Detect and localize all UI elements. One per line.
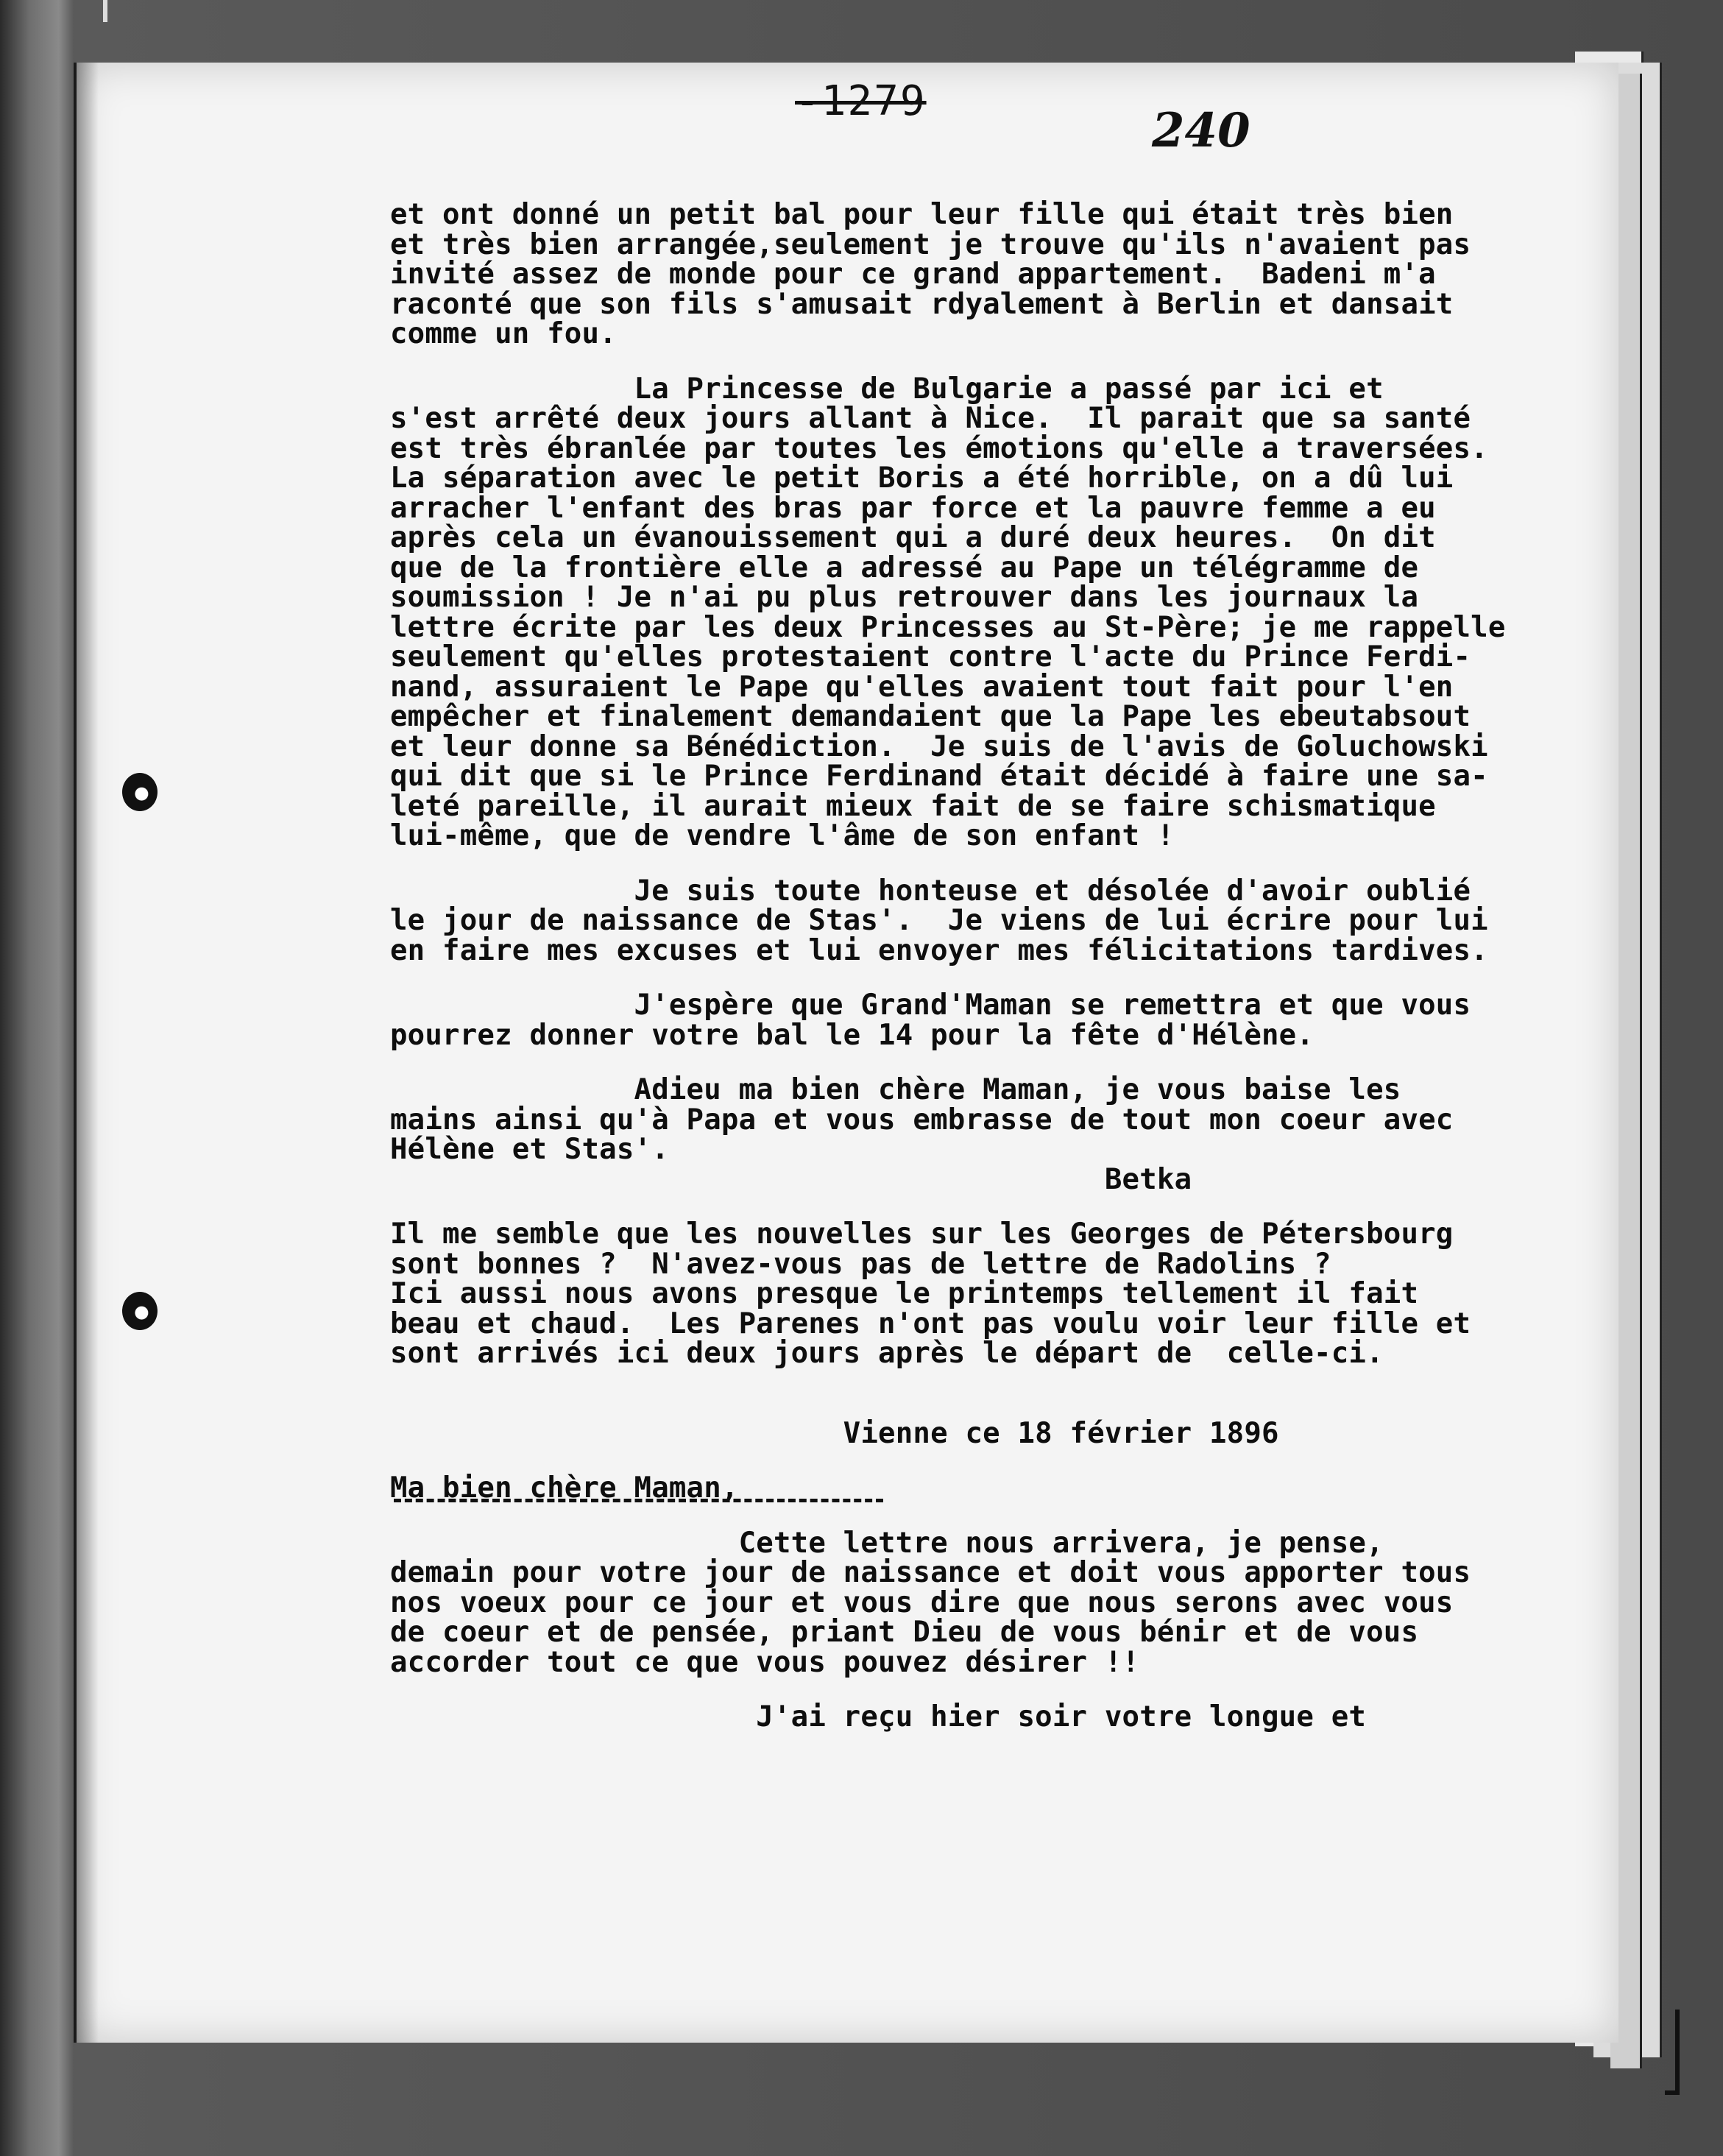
text-line: est très ébranlée par toutes les émotions qu'elle a traversées. bbox=[390, 431, 1488, 465]
text-line: raconté que son fils s'amusait rdyalement à Berlin et dansait bbox=[390, 287, 1454, 321]
text-line: empêcher et finalement demandaient que la Pape les ebeutabsout bbox=[390, 700, 1471, 733]
text-line: et ont donné un petit bal pour leur fille qui était très bien bbox=[390, 198, 1454, 231]
punch-hole-icon bbox=[122, 773, 158, 811]
text-line: mains ainsi qu'à Papa et vous embrasse de tout mon coeur avec bbox=[390, 1103, 1454, 1137]
text-line: leté pareille, il aurait mieux fait de se faire schismatique bbox=[390, 789, 1436, 823]
struck-folio-number: -1279 bbox=[795, 77, 927, 125]
paragraph-gap bbox=[390, 1195, 1590, 1220]
letter-part-2 bbox=[390, 1416, 1590, 1733]
letter-body bbox=[390, 200, 1590, 1733]
text-line: lettre écrite par les deux Princesses au St-Père; je me rappelle bbox=[390, 610, 1506, 644]
binder-edge-mark bbox=[103, 0, 107, 22]
separator-rule bbox=[394, 1499, 883, 1502]
text-line: en faire mes excuses et lui envoyer mes félicitations tardives. bbox=[390, 933, 1488, 967]
text-line: demain pour votre jour de naissance et doit vous apporter tous bbox=[390, 1556, 1471, 1589]
text-line: beau et chaud. Les Parenes n'ont pas voulu voir leur fille et bbox=[390, 1307, 1471, 1340]
signature-line: Betka bbox=[390, 1162, 1192, 1196]
text-line: Je suis toute honteuse et désolée d'avoir oublié bbox=[390, 874, 1471, 908]
punch-hole-icon bbox=[122, 1292, 158, 1330]
text-line: le jour de naissance de Stas'. Je viens de lui écrire pour lui bbox=[390, 904, 1488, 937]
text-line: comme un fou. bbox=[390, 317, 617, 350]
text-line: Il me semble que les nouvelles sur les Georges de Pétersbourg bbox=[390, 1217, 1454, 1251]
text-line: Ici aussi nous avons presque le printemps tellement il fait bbox=[390, 1277, 1419, 1310]
folio-number: 240 bbox=[1152, 103, 1250, 158]
text-line: soumission ! Je n'ai pu plus retrouver dans les journaux la bbox=[390, 581, 1419, 614]
text-line: invité assez de monde pour ce grand appartement. Badeni m'a bbox=[390, 258, 1436, 291]
section-gap bbox=[390, 1394, 1590, 1419]
section-gap bbox=[390, 1369, 1590, 1394]
text-line: Hélène et Stas'. bbox=[390, 1133, 669, 1166]
text-line: pourrez donner votre bal le 14 pour la fête d'Hélène. bbox=[390, 1018, 1315, 1052]
text-line: nand, assuraient le Pape qu'elles avaient tout fait pour l'en bbox=[390, 670, 1454, 704]
corner-bracket-mark bbox=[1665, 2010, 1680, 2095]
paragraph-gap bbox=[390, 852, 1590, 877]
page-shadow bbox=[77, 63, 99, 2043]
text-line: qui dit que si le Prince Ferdinand était décidé à faire une sa- bbox=[390, 760, 1488, 793]
text-line: Cette lettre nous arrivera, je pense, bbox=[390, 1526, 1384, 1560]
paragraph-gap bbox=[390, 1678, 1590, 1703]
text-line: arracher l'enfant des bras par force et la pauvre femme a eu bbox=[390, 491, 1436, 525]
text-line: nos voeux pour ce jour et vous dire que nous serons avec vous bbox=[390, 1586, 1454, 1619]
text-line: lui-même, que de vendre l'âme de son enfant ! bbox=[390, 819, 1175, 852]
dateline: Vienne ce 18 février 1896 bbox=[390, 1416, 1279, 1450]
text-line: sont arrivés ici deux jours après le départ de celle-ci. bbox=[390, 1337, 1384, 1370]
text-line: après cela un évanouissement qui a duré deux heures. On dit bbox=[390, 521, 1436, 554]
text-line: s'est arrêté deux jours allant à Nice. Il parait que sa santé bbox=[390, 402, 1471, 435]
text-line: La séparation avec le petit Boris a été horrible, on a dû lui bbox=[390, 462, 1454, 495]
text-line: accorder tout ce que vous pouvez désirer !! bbox=[390, 1645, 1140, 1679]
salutation: Ma bien chère Maman, bbox=[390, 1471, 739, 1505]
text-line: de coeur et de pensée, priant Dieu de vous bénir et de vous bbox=[390, 1616, 1419, 1649]
text-line: sont bonnes ? N'avez-vous pas de lettre de Radolins ? bbox=[390, 1247, 1331, 1281]
text-line: et leur donne sa Bénédiction. Je suis de l'avis de Goluchowski bbox=[390, 729, 1488, 763]
text-line: seulement qu'elles protestaient contre l'acte du Prince Ferdi- bbox=[390, 640, 1471, 674]
text-line: J'ai reçu hier soir votre longue et bbox=[390, 1700, 1367, 1733]
paragraph-gap bbox=[390, 1449, 1590, 1474]
paragraph-gap bbox=[390, 1050, 1590, 1075]
text-line: que de la frontière elle a adressé au Pape un télégramme de bbox=[390, 551, 1419, 584]
paragraph-gap bbox=[390, 350, 1590, 375]
paragraph-gap bbox=[390, 1504, 1590, 1529]
text-line: J'espère que Grand'Maman se remettra et que vous bbox=[390, 989, 1471, 1022]
paragraph-gap bbox=[390, 966, 1590, 991]
text-line: Adieu ma bien chère Maman, je vous baise les bbox=[390, 1073, 1401, 1106]
letter-part-1 bbox=[390, 200, 1590, 1369]
text-line: et très bien arrangée,seulement je trouve qu'ils n'avaient pas bbox=[390, 227, 1471, 261]
text-line: La Princesse de Bulgarie a passé par ici et bbox=[390, 372, 1384, 406]
